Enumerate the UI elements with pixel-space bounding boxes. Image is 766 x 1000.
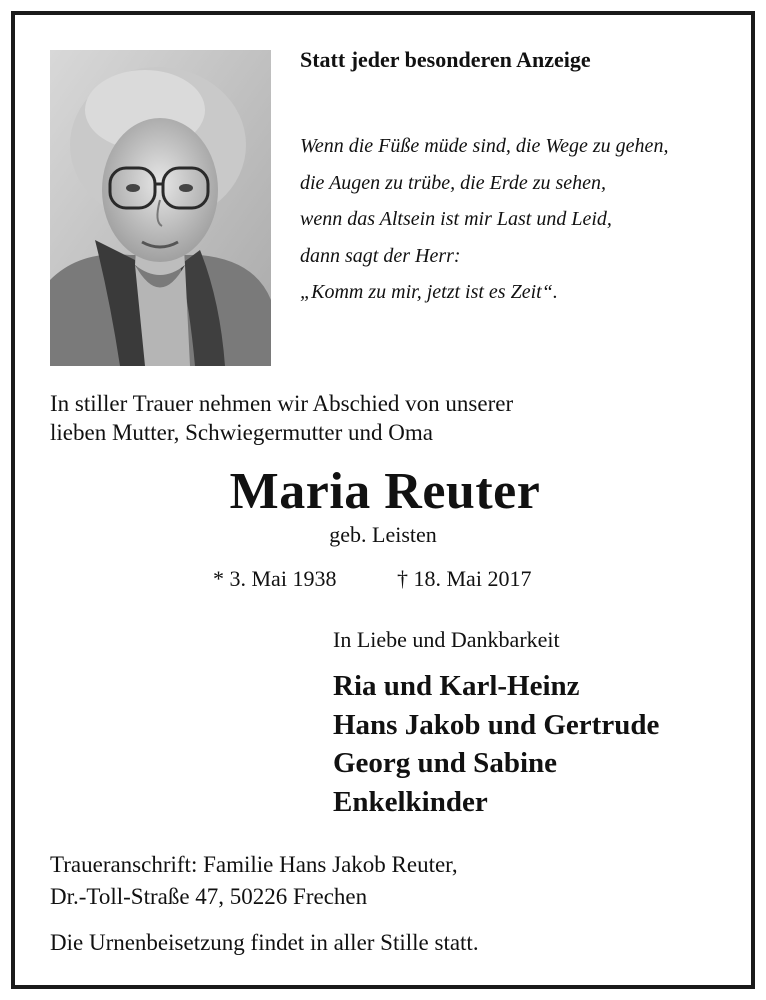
portrait-photo — [50, 50, 271, 366]
mourner-name: Hans Jakob und Gertrude — [333, 708, 660, 741]
death-date: † 18. Mai 2017 — [397, 566, 532, 591]
poem-line: Wenn die Füße müde sind, die Wege zu gehen, — [300, 135, 669, 157]
address-line: Dr.-Toll-Straße 47, 50226 Frechen — [50, 884, 368, 909]
birth-date: * 3. Mai 1938 — [213, 566, 337, 591]
mourner-name: Georg und Sabine — [333, 747, 557, 779]
mourners-list — [333, 667, 659, 821]
mourning-address — [50, 849, 458, 913]
mourner-name: Enkelkinder — [333, 785, 488, 818]
announcement-header: Statt jeder besonderen Anzeige — [300, 47, 591, 72]
mourner-name: Ria und Karl-Heinz — [333, 670, 580, 702]
intro-line: In stiller Trauer nehmen wir Abschied von unserer — [50, 391, 514, 416]
poem-line: „Komm zu mir, jetzt ist es Zeit“. — [300, 281, 558, 303]
intro-line: lieben Mutter, Schwiegermutter und Oma — [50, 420, 433, 445]
poem-line: dann sagt der Herr: — [300, 244, 461, 267]
poem-line: wenn das Altsein ist mir Last und Leid, — [300, 208, 612, 230]
poem-line: die Augen zu trübe, die Erde zu sehen, — [300, 171, 607, 194]
poem — [300, 128, 668, 311]
intro-text — [50, 389, 513, 447]
deceased-name: Maria Reuter — [229, 463, 541, 520]
thanks-line: In Liebe und Dankbarkeit — [333, 627, 560, 652]
birth-name: geb. Leisten — [329, 522, 437, 547]
address-line: Traueranschrift: Familie Hans Jakob Reuter, — [50, 852, 458, 877]
burial-note: Die Urnenbeisetzung findet in aller Stille statt. — [50, 930, 479, 955]
